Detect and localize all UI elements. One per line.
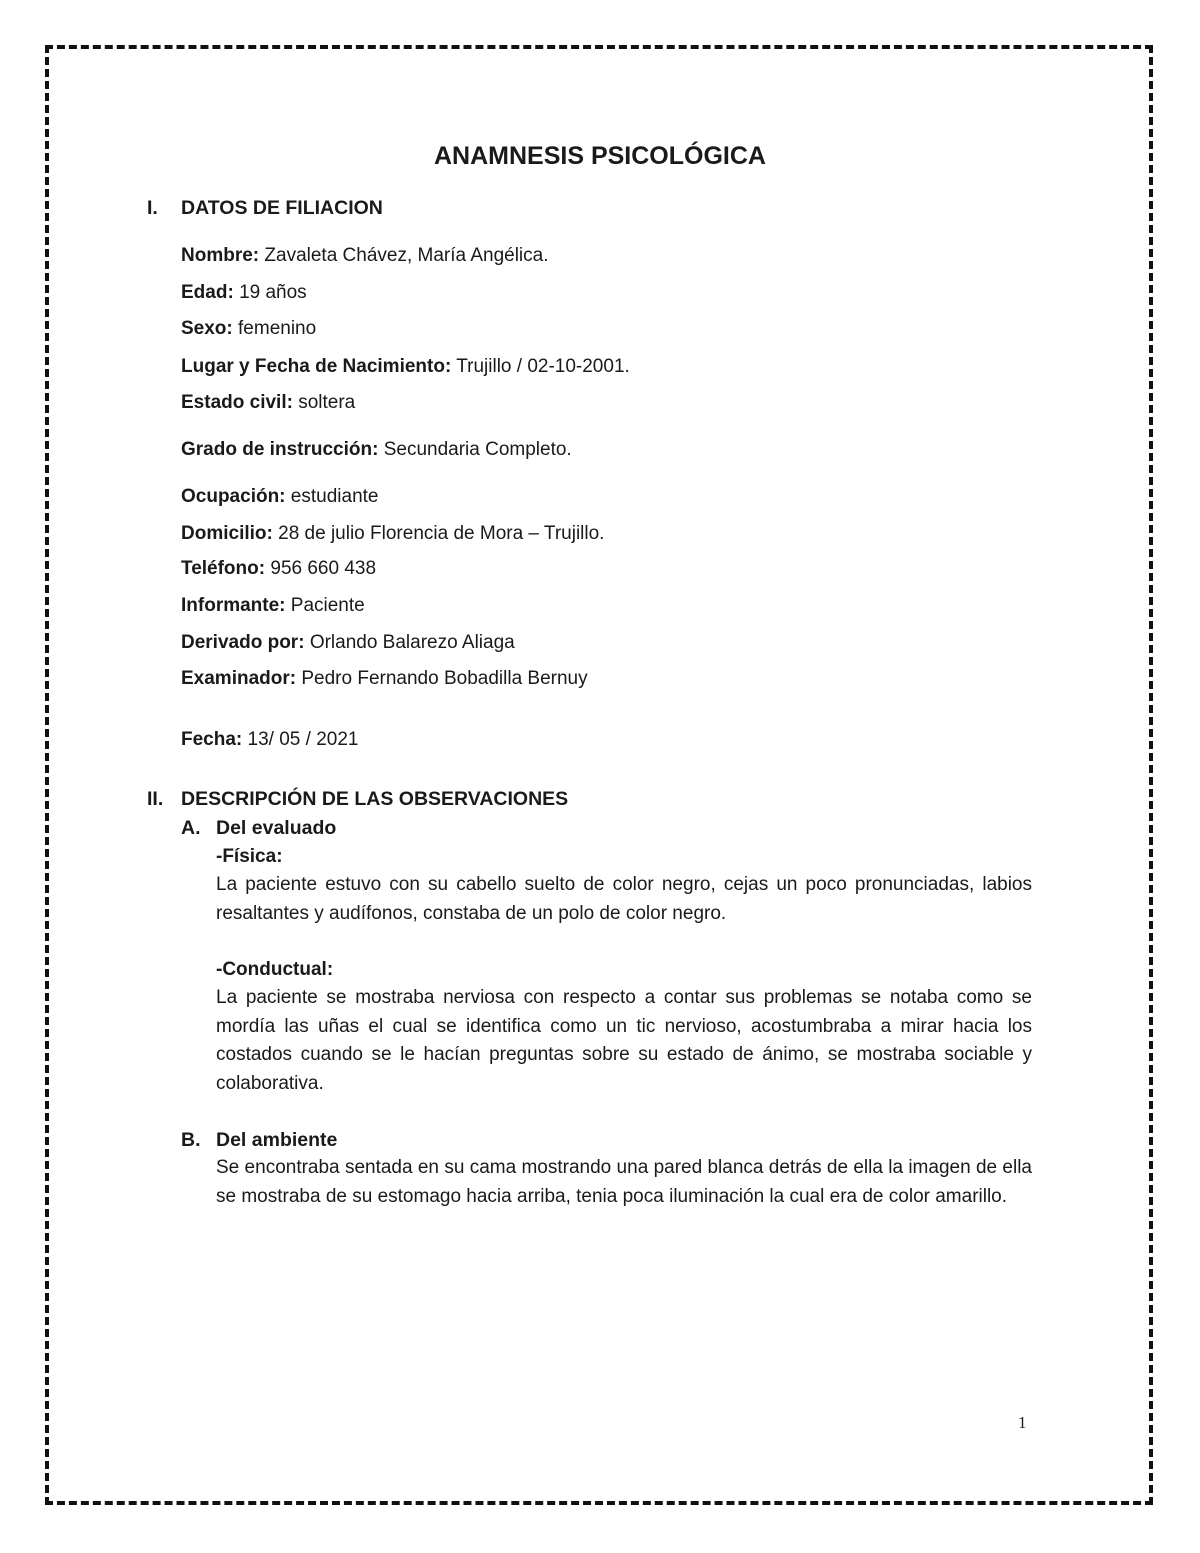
field-value: Paciente	[290, 595, 365, 616]
field-ocupacion	[181, 484, 378, 510]
field-label: Estado civil:	[181, 392, 293, 413]
field-label: Grado de instrucción:	[181, 439, 379, 460]
field-informante	[181, 593, 365, 619]
section-1-heading	[147, 195, 383, 221]
conductual-paragraph: La paciente se mostraba nerviosa con respecto a contar sus problemas se notaba como se mordía las uñas el cual se identifica como un tic nervioso, acostumbraba a mirar hacia los costados cuando se le hacían preguntas sobre su estado de ánimo, se mostraba sociable y colaborativa.	[216, 987, 1032, 1094]
field-nombre	[181, 243, 549, 269]
fisica-label: -Física:	[216, 846, 283, 867]
field-edad	[181, 280, 307, 306]
field-label: Fecha:	[181, 729, 243, 750]
field-value: Pedro Fernando Bobadilla Bernuy	[301, 668, 588, 689]
field-label: Sexo:	[181, 318, 233, 339]
field-label: Ocupación:	[181, 486, 286, 507]
field-value: Zavaleta Chávez, María Angélica.	[264, 245, 549, 266]
subsection-a-title: Del evaluado	[216, 817, 337, 839]
document-title: ANAMNESIS PSICOLÓGICA	[434, 142, 766, 170]
fisica-paragraph: La paciente estuvo con su cabello suelto de color negro, cejas un poco pronunciadas, labios resaltantes y audífonos, constaba de un polo de color negro.	[216, 874, 1032, 924]
conductual-label: -Conductual:	[216, 959, 334, 980]
field-value: Secundaria Completo.	[383, 439, 572, 460]
field-value: 19 años	[239, 282, 307, 303]
field-label: Examinador:	[181, 668, 297, 689]
subsection-b-heading	[181, 1127, 337, 1153]
field-label: Informante:	[181, 595, 286, 616]
field-value: estudiante	[290, 486, 379, 507]
section-2-title: DESCRIPCIÓN DE LAS OBSERVACIONES	[181, 788, 569, 810]
field-derivado-por	[181, 630, 515, 656]
field-value: 956 660 438	[270, 558, 377, 579]
field-label: Domicilio:	[181, 523, 273, 544]
subsection-a-heading	[181, 815, 336, 841]
field-label: Teléfono:	[181, 558, 266, 579]
field-value: 13/ 05 / 2021	[247, 729, 359, 750]
section-2-number: II.	[147, 788, 164, 810]
field-sexo	[181, 316, 316, 342]
subsection-a-letter: A.	[181, 817, 201, 839]
field-value: Trujillo / 02-10-2001.	[456, 356, 630, 377]
section-2-heading	[147, 786, 568, 812]
field-label: Edad:	[181, 282, 234, 303]
field-lugar-fecha-nacimiento	[181, 354, 630, 380]
field-telefono	[181, 556, 376, 582]
section-1-title: DATOS DE FILIACION	[181, 197, 383, 219]
field-label: Lugar y Fecha de Nacimiento:	[181, 356, 452, 377]
field-value: soltera	[298, 392, 356, 413]
field-label: Nombre:	[181, 245, 260, 266]
field-grado-instruccion	[181, 437, 572, 463]
page-number: 1	[1018, 1413, 1027, 1432]
section-1-number: I.	[147, 197, 158, 219]
subsection-b-title: Del ambiente	[216, 1129, 338, 1151]
ambiente-paragraph: Se encontraba sentada en su cama mostrando una pared blanca detrás de ella la imagen de ella se mostraba de su estomago hacia arriba, tenia poca iluminación la cual era de color amarillo.	[216, 1157, 1032, 1207]
field-label: Derivado por:	[181, 632, 305, 653]
field-value: Orlando Balarezo Aliaga	[309, 632, 515, 653]
field-value: 28 de julio Florencia de Mora – Trujillo.	[278, 523, 605, 544]
field-value: femenino	[238, 318, 317, 339]
field-estado-civil	[181, 390, 355, 416]
field-domicilio	[181, 521, 604, 547]
subsection-b-letter: B.	[181, 1129, 201, 1151]
field-examinador	[181, 666, 588, 692]
field-fecha	[181, 727, 358, 753]
